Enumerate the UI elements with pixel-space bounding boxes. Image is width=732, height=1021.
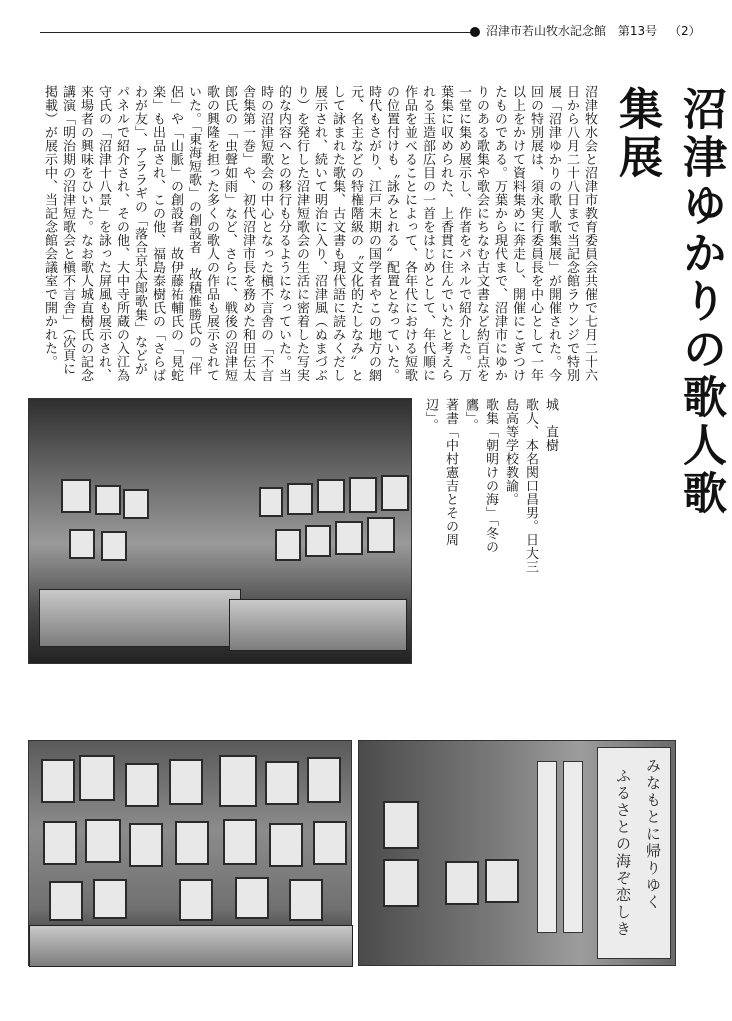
bio-line-1: 歌人、本名関口昌男。日大三島高等学校教諭。 xyxy=(503,398,538,574)
bio-line-2: 歌集「朝明けの海」「冬の鷹」。 xyxy=(463,398,498,554)
calligraphy-scroll-photo xyxy=(358,740,676,966)
bio-name: 城 直樹 xyxy=(543,398,558,452)
publication-name: 沼津市若山牧水記念館 xyxy=(486,24,607,38)
bio-line-3: 著書「中村憲吉とその周辺」。 xyxy=(423,398,458,547)
scroll-text-1: みなもとに帰りゆく xyxy=(644,758,662,911)
panel-wall-photo xyxy=(28,740,352,966)
header-rule xyxy=(40,32,472,33)
article-body: 沼津牧水会と沼津市教育委員会共催で七月二十六日から八月二十八日まで当記念館ラウンジで特別展「沼津ゆかりの歌人歌集展」が開催された。今回の特別展は、須永実行委員長を中心として一年以上をかけて資料集めに奔走し、開催にこぎつけたものである。万葉から現代まで、沼津市にゆかりのある歌集や歌会にちなむ古文書など約百点を一堂に集め展示し、作者をパネルで紹介した。万葉集に収められた、上香貫に住んでいたと考えられる玉造部広目の一首をはじめとして、年代順に作品を並べることによって、各年代における短歌の位置付けも〝詠みとれる〟配置となっていた。時代もさがり、江戸末期の国学者やこの地方の網元、名主などの特権階級の〝文化的たしなみ〟として詠まれた歌集、古文書も現代語に読みくだし展示され、続いて明治に入り、沼津風（ぬまづぶり）を発行した沼津短歌会の生活に密着した写実的な内容へとの移行も分るようになっていた。当時の沼津短歌会の中心となった槇不言舎の「不言舎集第一巻」や、初代沼津市長を務めた和田伝太郎氏の「虫聲如雨」など、さらに、戦後の沼津短歌の興隆を担った多くの歌人の作品も展示されていた。「東海短歌」の創設者 故積惟勝氏の「伴侶」や「山脈」の創設者 故伊藤祐輔氏の「見蛇楽」も出品され、この他、福島泰樹氏の「さらばわが友」、アララギの「落合京太郎歌集」などがパネルで紹介され、その他、大中寺所蔵の入江為守氏の「沼津十八景」を詠った屏風も展示され、来場者の興味をひいた。なお歌人城直樹氏の記念講演「明治期の沼津短歌会と槇不言舎」（次頁に掲載）が展示中、当記念館会議室で開かれた。 xyxy=(42,85,597,382)
page-header xyxy=(486,22,709,39)
exhibition-hall-photo xyxy=(28,398,412,664)
issue-number: 第13号 xyxy=(617,24,658,38)
header-dot xyxy=(470,27,480,37)
page-number: （2） xyxy=(668,24,701,38)
scroll-text-2: ふるさとの海ぞ恋しき xyxy=(614,768,632,938)
article-title: 沼津ゆかりの歌人歌集展 xyxy=(611,86,726,518)
author-bio xyxy=(420,398,560,578)
